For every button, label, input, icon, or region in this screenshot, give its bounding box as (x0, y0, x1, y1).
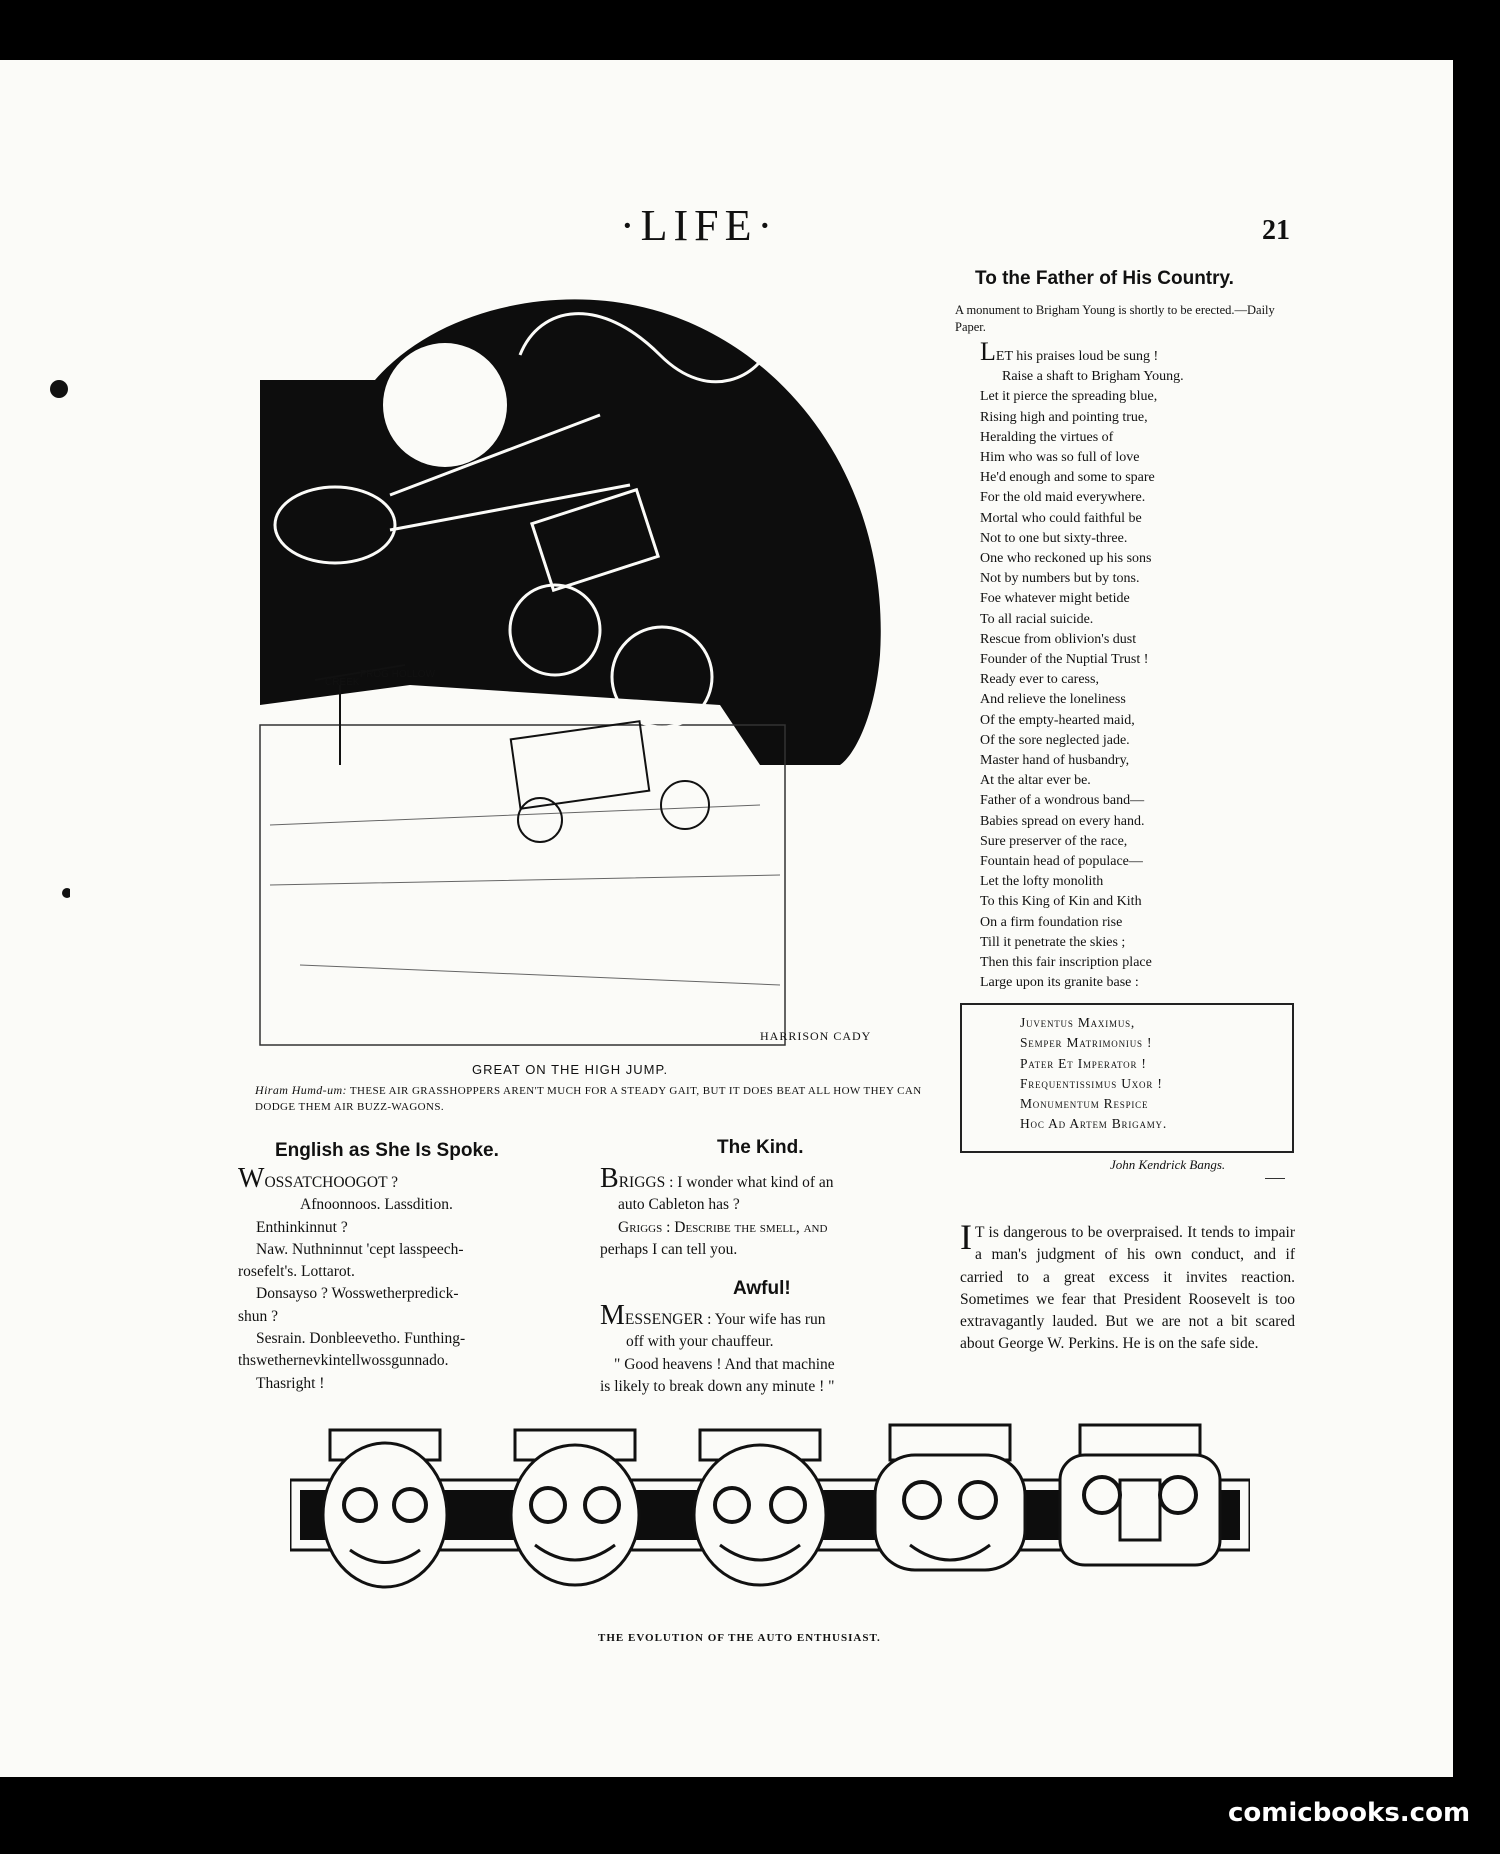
poem-body (980, 337, 1300, 994)
english-line: Enthinkinnut ? (256, 1218, 348, 1236)
poem-line: Founder of the Nuptial Trust ! (980, 652, 1149, 668)
illustration-caption-title: GREAT ON THE HIGH JUMP. (472, 1062, 669, 1077)
divider (1265, 1178, 1285, 1179)
inscription-line: Juventus Maximus, (1020, 1015, 1136, 1030)
poem-line: On a firm foundation rise (980, 914, 1123, 930)
poem-line: Foe whatever might betide (980, 591, 1130, 607)
poem-line: Let the lofty monolith (980, 874, 1104, 890)
poem-line: Master hand of husbandry, (980, 753, 1130, 769)
poem-line: Fountain head of populace— (980, 854, 1143, 870)
english-line: thswethernevkintellwossgunnado. (238, 1352, 449, 1370)
drop-cap: B (600, 1163, 619, 1194)
facing-page-edge (0, 60, 70, 1777)
poem-line: Mortal who could faithful be (980, 510, 1142, 526)
auto-enthusiast-illustration (290, 1410, 1250, 1610)
sign-frog-hollow: FROG HOLLOW (360, 669, 436, 680)
awful-body (600, 1300, 935, 1398)
kind-line: BRIGGS : I wonder what kind of an (600, 1163, 834, 1194)
poem-line: Of the empty-hearted maid, (980, 712, 1135, 728)
kind-title: The Kind. (717, 1137, 804, 1158)
english-line: shun ? (238, 1307, 279, 1325)
poem-line: Him who was so full of love (980, 450, 1140, 466)
english-line: Sesrain. Donbleevetho. Funthing- (256, 1330, 466, 1348)
caption-speaker: Hiram Humd-um: (255, 1083, 347, 1097)
kind-line: Griggs : Describe the smell, and (618, 1218, 828, 1236)
drop-cap: L (980, 337, 996, 366)
poem-line: Raise a shaft to Brigham Young. (1002, 369, 1184, 385)
poem-intro: A monument to Brigham Young is shortly to be erected.—Daily Paper. (955, 303, 1275, 334)
awful-line: " Good heavens ! And that machine (614, 1355, 835, 1373)
awful-line: MESSENGER : Your wife has run (600, 1300, 826, 1331)
poem-line: Then this fair inscription place (980, 955, 1152, 971)
bottom-illustration-caption: THE EVOLUTION OF THE AUTO ENTHUSIAST. (598, 1632, 881, 1644)
overpraised-text: T is dangerous to be overpraised. It tends to impair a man's judgment of his own conduct, and if carried to a great excess it invites reaction. Sometimes we fear that President Roosevelt is too extravagantly lauded. But we are not a bit scared about George W. Perkins. He is on the safe side. (960, 1224, 1295, 1353)
caption-text: THESE AIR GRASSHOPPERS AREN'T MUCH FOR A STEADY GAIT, BUT IT DOES BEAT ALL HOW THEY CAN DODGE THEM AIR BUZZ-WAGONS. (255, 1085, 922, 1113)
kind-line: auto Cableton has ? (618, 1196, 740, 1214)
drop-cap: M (600, 1300, 625, 1331)
english-line: Naw. Nuthninnut 'cept lasspeech- (256, 1240, 464, 1258)
drop-cap: W (238, 1163, 265, 1194)
english-line: WOSSATCHOOGOT ? (238, 1163, 399, 1194)
poem-line: Rescue from oblivion's dust (980, 631, 1137, 647)
inscription-line: Frequentissimus Uxor ! (1020, 1075, 1163, 1091)
poem-line: Not by numbers but by tons. (980, 571, 1140, 587)
poem-line: Of the sore neglected jade. (980, 732, 1130, 748)
inscription-line: Monumentum Respice (1020, 1096, 1149, 1112)
english-line: Afnoonnoos. Lassdition. (300, 1196, 453, 1214)
poem-line: To all racial suicide. (980, 611, 1094, 627)
artist-signature: HARRISON CADY (760, 1029, 872, 1043)
masthead: ·LIFE· (620, 201, 779, 250)
poem-line: Babies spread on every hand. (980, 813, 1145, 829)
awful-line: off with your chauffeur. (626, 1333, 774, 1351)
poem-line: To this King of Kin and Kith (980, 894, 1142, 910)
inscription-line: Hoc Ad Artem Brigamy. (1020, 1116, 1168, 1132)
english-line: Thasright ! (256, 1374, 325, 1392)
poem-title: To the Father of His Country. (975, 268, 1234, 289)
kind-line: perhaps I can tell you. (600, 1240, 738, 1258)
inscription (1020, 1013, 1167, 1135)
inscription-line: Pater Et Imperator ! (1020, 1055, 1147, 1071)
english-body (238, 1163, 568, 1395)
poem-line: At the altar ever be. (980, 773, 1091, 789)
page-number: 21 (1262, 215, 1290, 246)
english-line: Donsayso ? Wosswetherpredick- (256, 1285, 459, 1303)
awful-title: Awful! (733, 1278, 791, 1299)
inscription-line: Semper Matrimonius ! (1020, 1035, 1153, 1051)
poem-line: Not to one but sixty-three. (980, 530, 1128, 546)
poem-line: Sure preserver of the race, (980, 833, 1128, 849)
awful-line: is likely to break down any minute ! " (600, 1377, 835, 1395)
illustration-caption (255, 1082, 935, 1115)
english-line: rosefelt's. Lottarot. (238, 1263, 355, 1281)
binding-hole-mark (50, 380, 68, 398)
english-title: English as She Is Spoke. (275, 1140, 499, 1161)
poem-line: Father of a wondrous band— (980, 793, 1145, 809)
poem-line: LET his praises loud be sung ! (980, 337, 1159, 366)
drop-cap: I (960, 1217, 972, 1257)
watermark: comicbooks.com (1228, 1798, 1471, 1828)
poem-line: Ready ever to caress, (980, 672, 1099, 688)
sign-creek: CREEK (325, 677, 360, 688)
kind-body (600, 1163, 935, 1261)
poem-line: One who reckoned up his sons (980, 551, 1152, 567)
poem-line: Till it penetrate the skies ; (980, 934, 1126, 950)
poem-line: For the old maid everywhere. (980, 490, 1146, 506)
poem-line: He'd enough and some to spare (980, 470, 1155, 486)
poem-line: And relieve the loneliness (980, 692, 1126, 708)
overpraised-paragraph (960, 1217, 1295, 1356)
poem-byline: John Kendrick Bangs. (1110, 1157, 1226, 1172)
poem-line: Let it pierce the spreading blue, (980, 389, 1158, 405)
poem-line: Large upon its granite base : (980, 975, 1139, 991)
poem-line: Rising high and pointing true, (980, 409, 1148, 425)
grasshopper-illustration (240, 285, 905, 1055)
poem-line: Heralding the virtues of (980, 429, 1114, 445)
